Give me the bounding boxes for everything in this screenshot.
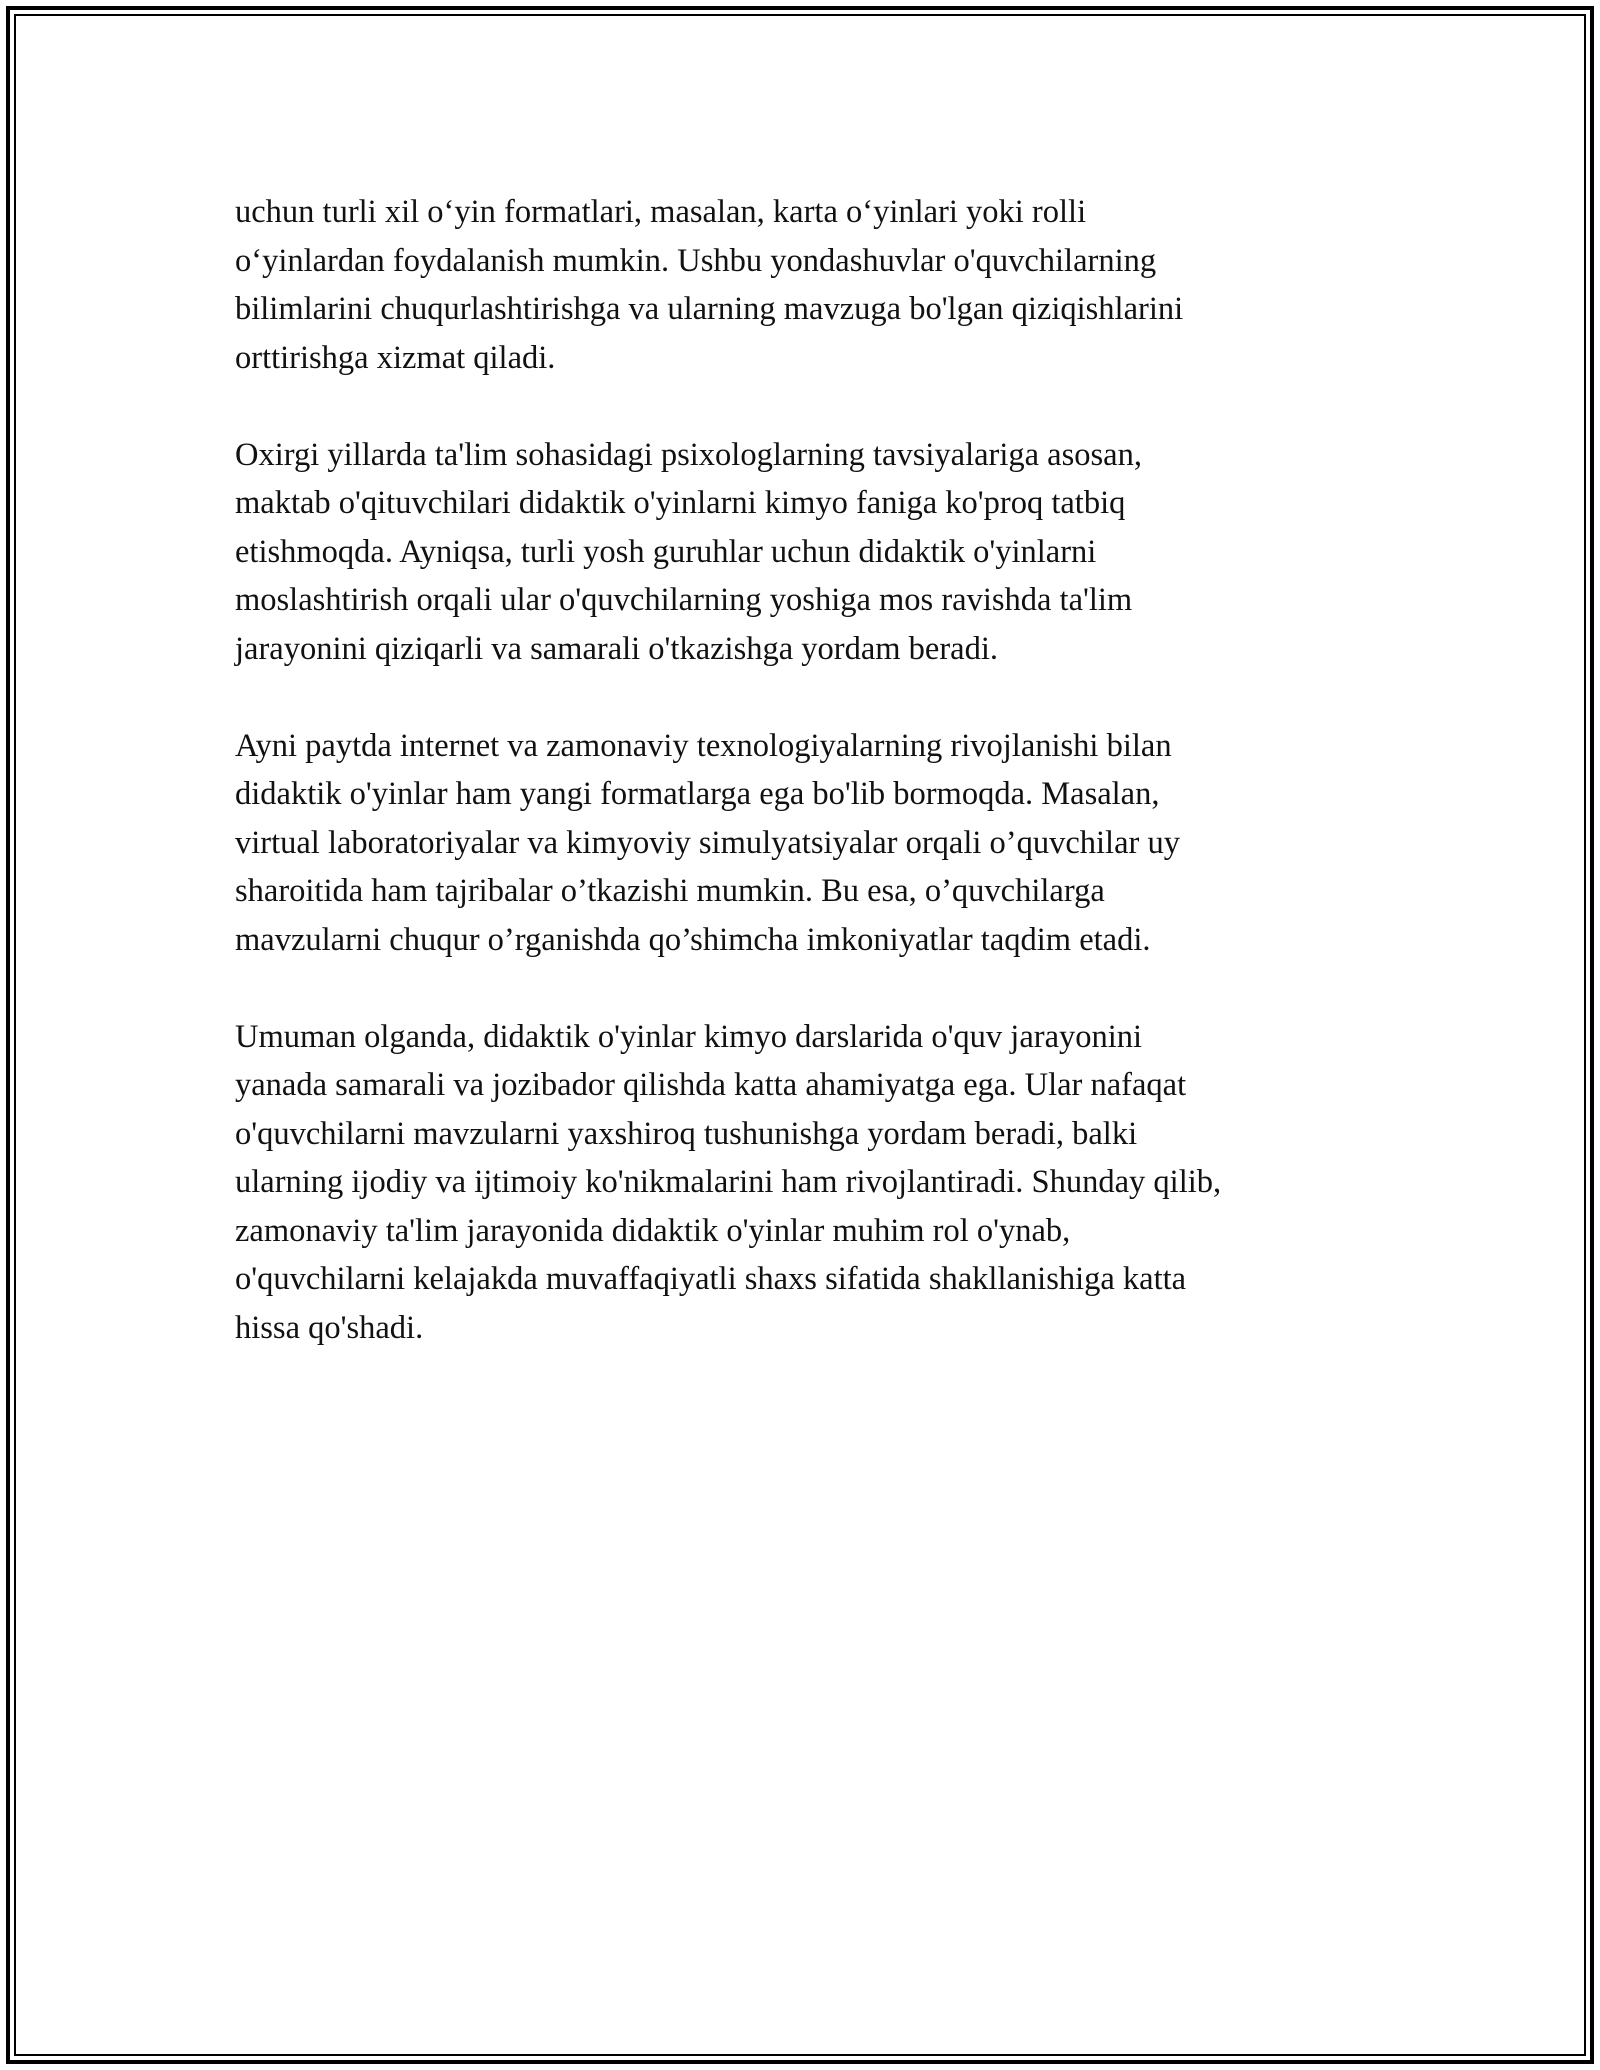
- document-body: [235, 188, 1375, 1401]
- paragraph-3: Ayni paytda internet va zamonaviy texnologiyalarning rivojlanishi bilan didaktik o'yinlar ham yangi formatlarga ega bo'lib bormoqda. Masalan, virtual laboratoriyalar va kimyoviy simulyatsiyalar orqali o’quvchilar uy sharoitida ham tajribalar o’tkazishi mumkin. Bu esa, o’quvchilarga mavzularni chuqur o’rganishda qo’shimcha imkoniyatlar taqdim etadi.: [235, 727, 1180, 958]
- paragraph-1: uchun turli xil o‘yin formatlari, masalan, karta o‘yinlari yoki rolli o‘yinlardan foydalanish mumkin. Ushbu yondashuvlar o'quvchilarning bilimlarini chuqurlashtirishga va ularning mavzuga bo'lgan qiziqishlarini orttirishga xizmat qiladi.: [235, 194, 1184, 376]
- paragraph-4: Umuman olganda, didaktik o'yinlar kimyo darslarida o'quv jarayonini yanada samarali va jozibador qilishda katta ahamiyatga ega. Ular nafaqat o'quvchilarni mavzularni yaxshiroq tushunishga yordam beradi, balki ularning ijodiy va ijtimoiy ko'nikmalarini ham rivojlantiradi. Shunday qilib, zamonaviy ta'lim jarayonida didaktik o'yinlar muhim rol o'ynab, o'quvchilarni kelajakda muvaffaqiyatli shaxs sifatida shakllanishiga katta hissa qo'shadi.: [235, 1018, 1222, 1346]
- paragraph-2: Oxirgi yillarda ta'lim sohasidagi psixologlarning tavsiyalariga asosan, maktab o'qituvchilari didaktik o'yinlarni kimyo faniga ko'proq tatbiq etishmoqda. Ayniqsa, turli yosh guruhlar uchun didaktik o'yinlarni moslashtirish orqali ular o'quvchilarning yoshiga mos ravishda ta'lim jarayonini qiziqarli va samarali o'tkazishga yordam beradi.: [235, 436, 1142, 667]
